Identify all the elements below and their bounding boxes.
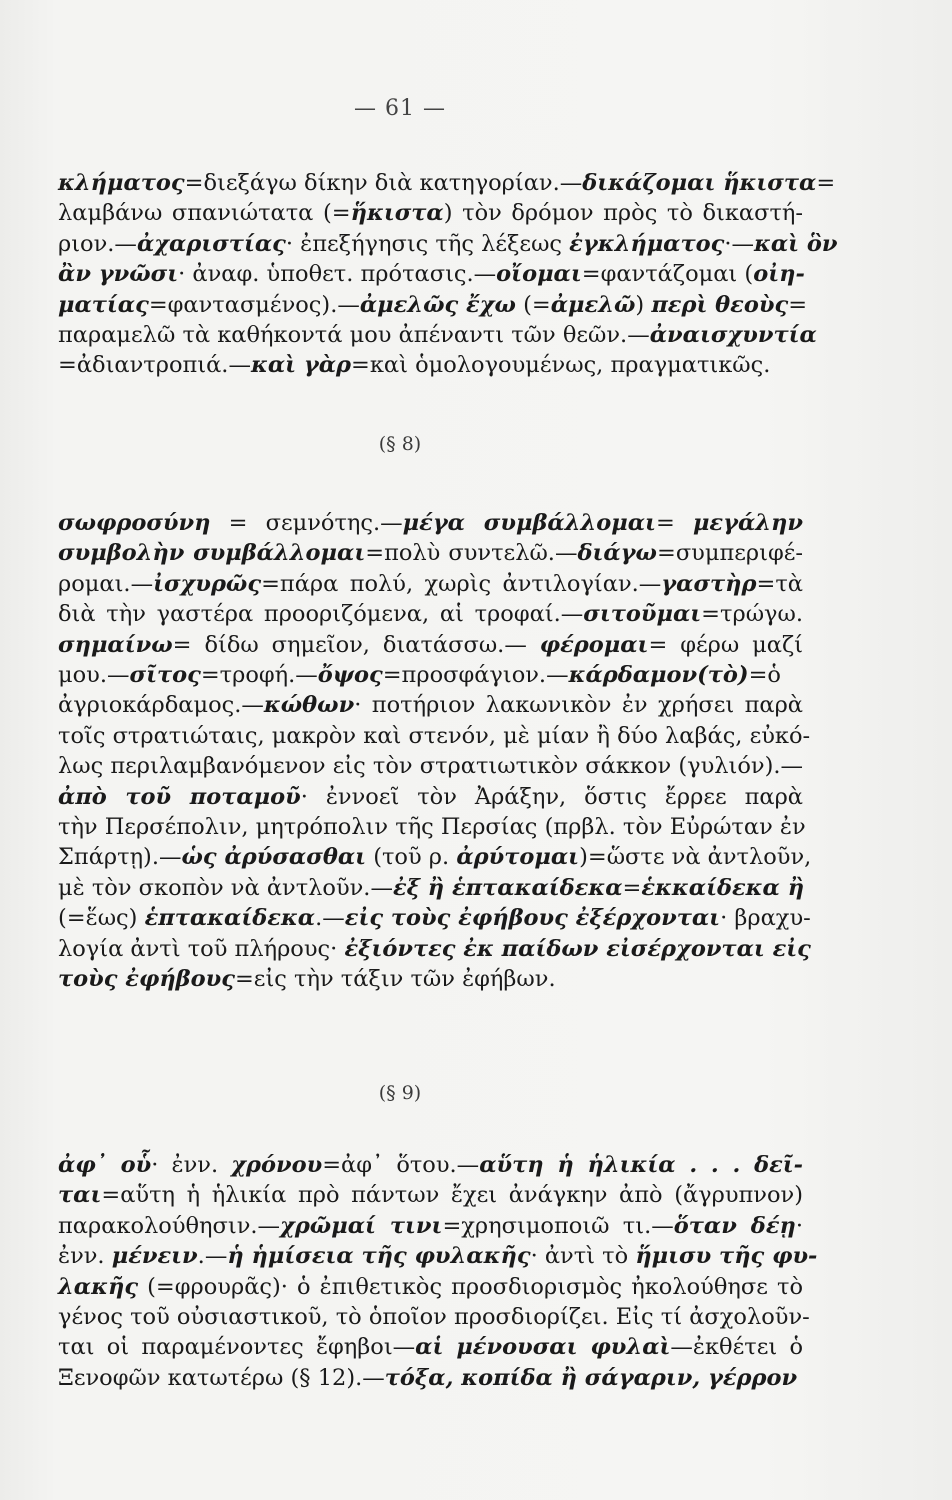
lemma-term: συμβολὴν συμβάλλομαι — [58, 540, 366, 567]
gloss-text: γένος τοῦ οὐσιαστικοῦ, τὸ ὁποῖον προσδιορίζει. Εἰς τί ἀσχολοῦν- — [58, 1304, 810, 1331]
gloss-text: = — [816, 170, 836, 196]
lemma-term: λακῆς — [58, 1273, 139, 1300]
gloss-text: =ἀφ᾿ ὅτου.— — [322, 1152, 480, 1178]
lemma-term: ἐξ ἢ ἑπτακαίδεκα — [392, 874, 623, 901]
lemma-term: μένειν — [111, 1243, 198, 1270]
gloss-text: λως περιλαμβανόμενον εἰς τὸν στρατιωτικὸν σάκκον (γυλιόν).— — [58, 753, 803, 780]
lemma-term: ἥκιστα — [350, 200, 444, 227]
text-line — [58, 259, 803, 289]
gloss-text: · ἀντὶ τὸ — [530, 1243, 636, 1270]
text-line — [58, 751, 803, 781]
lemma-term: καὶ ὃν — [754, 230, 838, 257]
gloss-text: ριον.— — [58, 230, 137, 257]
text-line — [58, 964, 803, 994]
lemma-term: ἡ ἡμίσεια τῆς φυλακῆς — [227, 1243, 531, 1270]
gloss-text: =καὶ ὁμολογουμένως, πραγματικῶς. — [351, 352, 771, 379]
text-line — [58, 599, 803, 629]
gloss-text: · ἐννοεῖ τὸν Ἀράξην, ὅστις ἔρρεε παρὰ — [300, 783, 803, 810]
text-line — [58, 721, 811, 751]
text-line — [58, 873, 803, 903]
text-line — [58, 903, 811, 933]
text-line — [58, 812, 806, 842]
lemma-term: ἑπτακαίδεκα — [144, 905, 316, 932]
lemma-term: σωφροσύνη — [58, 510, 211, 536]
lemma-term: ὄψος — [317, 662, 383, 689]
gloss-text: · — [795, 1212, 804, 1239]
gloss-text: =τροφή.— — [200, 662, 318, 689]
gloss-text: —ἐκθέτει ὁ — [670, 1334, 803, 1361]
gloss-text: λογία ἀντὶ τοῦ πλήρους· — [58, 935, 345, 962]
gloss-text: =ἀδιαντροπιά.— — [58, 352, 251, 379]
lemma-term: κάρδαμον(τὸ) — [568, 662, 749, 689]
text-line — [58, 168, 836, 198]
gloss-text: · ἀναφ. ὑποθετ. πρότασις.— — [178, 261, 497, 288]
lemma-term: ἀφ᾿ οὗ — [58, 1152, 152, 1178]
lemma-term: ἥμισυ τῆς φυ- — [635, 1243, 818, 1270]
text-line — [58, 1241, 818, 1271]
gloss-text: ἐνν. — [58, 1243, 112, 1270]
text-line — [58, 1332, 803, 1362]
gloss-text: =συμπεριφέ- — [656, 540, 803, 567]
gloss-text: =τὰ — [756, 570, 803, 597]
text-line — [58, 1211, 803, 1241]
lemma-term: σημαίνω — [58, 631, 173, 658]
gloss-text: · ἐπεξήγησις τῆς λέξεως — [285, 230, 570, 257]
gloss-text: τὴν Περσέπολιν, μητρόπολιν τῆς Περσίας (πρβλ. τὸν Εὐρώταν ἐν — [58, 814, 806, 841]
lemma-term: οἰη- — [753, 261, 805, 288]
lemma-term: εἰς τοὺς ἐφήβους ἐξέρχονται — [344, 905, 721, 932]
lemma-term: αὕτη ἡ ἡλικία . . . δεῖ- — [479, 1152, 803, 1178]
gloss-text: =πολὺ συντελῶ.— — [365, 540, 578, 567]
text-line — [58, 569, 803, 599]
commentary-block-3 — [58, 1150, 818, 1393]
gloss-text: (=φρουρᾶς)· ὁ ἐπιθετικὸς προσδιορισμὸς ἠκολούθησε τὸ — [138, 1273, 803, 1300]
gloss-text: .— — [315, 905, 345, 932]
gloss-text: ται οἱ παραμένοντες ἔφηβοι— — [58, 1334, 416, 1361]
text-line — [58, 1180, 803, 1210]
text-line — [58, 1363, 803, 1393]
lemma-term: κώθων — [263, 692, 355, 719]
gloss-text: = φέρω μαζί — [648, 631, 803, 658]
text-line — [58, 782, 803, 812]
lemma-term: μέγα συμβάλλομαι — [402, 510, 656, 536]
gloss-text: ) — [635, 291, 652, 318]
lemma-term: ἀχαριστίας — [136, 230, 286, 257]
lemma-term: σῖτος — [129, 662, 201, 689]
gloss-text: =φαντασμένος).— — [148, 291, 360, 318]
gloss-text: = — [788, 291, 808, 318]
gloss-text: = — [622, 874, 642, 901]
text-line — [58, 1302, 810, 1332]
gloss-text: · βραχυ- — [720, 905, 811, 932]
lemma-term: περὶ θεοὺς — [651, 291, 789, 318]
lemma-term: ἀρύτομαι — [456, 844, 580, 871]
gloss-text: ) τὸν δρόμον πρὸς τὸ δικαστή- — [443, 200, 803, 227]
lemma-term: ὡς ἀρύσασθαι — [181, 844, 367, 871]
gloss-text: ·— — [724, 230, 754, 257]
gloss-text: ἀγριοκάρδαμος.— — [58, 692, 264, 719]
lemma-term: ἂν γνῶσι — [58, 261, 179, 288]
lemma-term: ἀμελῶ — [550, 291, 636, 318]
text-line — [58, 198, 803, 228]
gloss-text: =διεξάγω δίκην διὰ κατηγορίαν.— — [184, 170, 583, 196]
gloss-text: )=ὥστε νὰ ἀντλοῦν, — [579, 844, 812, 871]
text-line — [58, 630, 803, 660]
gloss-text: = δίδω σημεῖον, διατάσσω.— — [172, 631, 540, 658]
text-line — [58, 320, 817, 350]
gloss-text: (= — [515, 291, 551, 318]
lemma-term: χρόνου — [231, 1152, 323, 1178]
commentary-block-2 — [58, 508, 812, 995]
lemma-term: τοὺς ἐφήβους — [58, 966, 235, 993]
text-line — [58, 690, 803, 720]
gloss-text: παραμελῶ τὰ καθήκοντά μου ἀπέναντι τῶν θεῶν.— — [58, 322, 650, 349]
text-line — [58, 842, 812, 872]
lemma-term: ἀπὸ τοῦ ποταμοῦ — [58, 783, 301, 810]
lemma-term: οἴομαι — [496, 261, 582, 288]
gloss-text: Σπάρτῃ).— — [58, 844, 182, 871]
lemma-term: ἐξιόντες ἐκ παίδων εἰσέρχονται εἰς — [344, 935, 811, 962]
gloss-text: =αὕτη ἡ ἡλικία πρὸ πάντων ἔχει ἀνάγκην ἀπὸ (ἄγρυπνον) — [101, 1182, 803, 1209]
gloss-text: διὰ τὴν γαστέρα προοριζόμενα, αἱ τροφαί.— — [58, 601, 584, 628]
lemma-term: καὶ γὰρ — [250, 352, 351, 379]
gloss-text: =προσφάγιον.— — [382, 662, 569, 689]
gloss-text: μου.— — [58, 662, 130, 689]
gloss-text: παρακολούθησιν.— — [58, 1212, 281, 1239]
lemma-term: δικάζομαι ἥκιστα — [582, 170, 817, 196]
gloss-text: =εἰς τὴν τάξιν τῶν ἐφήβων. — [234, 966, 556, 993]
section-heading-9: (§ 9) — [378, 1082, 422, 1104]
gloss-text: .— — [197, 1243, 228, 1270]
lemma-term: ἐγκλήματος — [569, 230, 725, 257]
gloss-text: · ποτήριον λακωνικὸν ἐν χρήσει παρὰ — [354, 692, 803, 719]
lemma-term: ἀναισχυντία — [649, 322, 817, 349]
lemma-term: αἱ μένουσαι φυλαὶ — [415, 1334, 671, 1361]
lemma-term: ἑκκαίδεκα ἢ — [641, 874, 805, 901]
lemma-term: ὅταν δέῃ — [673, 1212, 796, 1239]
gloss-text: ρομαι.— — [58, 570, 154, 597]
lemma-term: χρῶμαί τινι — [280, 1212, 443, 1239]
text-line — [58, 508, 803, 538]
gloss-text: =ὁ — [748, 662, 781, 689]
gloss-text: =τρώγω. — [701, 601, 803, 628]
commentary-block-1 — [58, 168, 838, 381]
page-number: — 61 — — [354, 96, 446, 121]
gloss-text: =πάρα πολύ, χωρὶς ἀντιλογίαν.— — [261, 570, 662, 597]
gloss-text: λαμβάνω σπανιώτατα (= — [58, 200, 351, 227]
section-heading-8: (§ 8) — [378, 433, 422, 455]
text-line — [58, 538, 803, 568]
gloss-text: τοῖς στρατιώταις, μακρὸν καὶ στενόν, μὲ μίαν ἢ δύο λαβάς, εὐκό- — [58, 722, 811, 749]
lemma-term: ἀμελῶς ἔχω — [359, 291, 516, 318]
gloss-text: = — [655, 510, 693, 536]
lemma-term: φέρομαι — [539, 631, 649, 658]
text-line — [58, 660, 803, 690]
lemma-term: ται — [58, 1182, 102, 1209]
text-line — [58, 1150, 803, 1180]
text-line — [58, 229, 838, 259]
text-line — [58, 934, 811, 964]
lemma-term: ἰσχυρῶς — [153, 570, 262, 597]
gloss-text: =χρησιμοποιῶ τι.— — [442, 1212, 674, 1239]
lemma-term: ματίας — [58, 291, 149, 318]
lemma-term: γαστὴρ — [661, 570, 757, 597]
text-line — [58, 290, 808, 320]
lemma-term: σιτοῦμαι — [583, 601, 702, 628]
lemma-term: τόξα, κοπίδα ἢ σάγαριν, γέρρον — [384, 1364, 798, 1391]
gloss-text: (τοῦ ρ. — [366, 844, 457, 871]
lemma-term: μεγάλην — [692, 510, 803, 536]
gloss-text: (=ἕως) — [58, 905, 145, 932]
text-line — [58, 1272, 803, 1302]
text-line — [58, 350, 803, 380]
gloss-text: = σεμνότης.— — [210, 510, 403, 536]
gloss-text: Ξενοφῶν κατωτέρω (§ 12).— — [58, 1364, 385, 1391]
lemma-term: κλήματος — [58, 170, 185, 196]
gloss-text: · ἐνν. — [151, 1152, 232, 1178]
lemma-term: διάγω — [577, 540, 657, 567]
gloss-text: =φαντάζομαι ( — [581, 261, 754, 288]
gloss-text: μὲ τὸν σκοπὸν νὰ ἀντλοῦν.— — [58, 874, 393, 901]
